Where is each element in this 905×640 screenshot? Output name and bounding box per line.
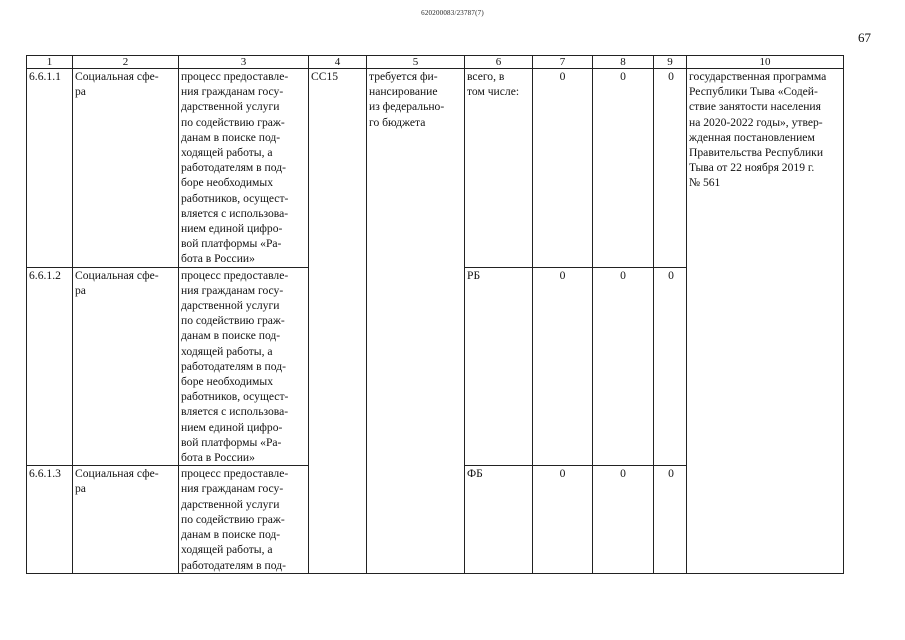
column-number: 6 — [465, 56, 533, 69]
process-cell: процесс предоставле- ния гражданам госу- дарственной услуги по содействию граж- данам в поиске под- ходящей работы, а работодателям в под- боре необходимых работников, осущест- вляется с использова- нием единой цифро- вой платформы «Ра- бота в России» — [179, 267, 309, 466]
column-number: 3 — [179, 56, 309, 69]
row-id: 6.6.1.1 — [27, 69, 73, 268]
funding-source-cell: всего, в том числе: — [465, 69, 533, 268]
value-cell: 0 — [533, 69, 593, 268]
value-cell: 0 — [654, 267, 687, 466]
sphere-cell: Социальная сфе- ра — [73, 267, 179, 466]
value-cell: 0 — [593, 267, 654, 466]
value-cell: 0 — [533, 466, 593, 573]
column-number: 4 — [309, 56, 367, 69]
program-reference-cell: государственная программа Республики Тыва «Содей- ствие занятости населения на 2020-2022 годы», утвер- жденная постановлением Правительства Республики Тыва от 22 ноября 2019 г. № 561 — [687, 69, 844, 574]
table-row — [27, 69, 844, 268]
value-cell: 0 — [654, 466, 687, 573]
column-number: 9 — [654, 56, 687, 69]
page-number: 67 — [858, 30, 871, 45]
document-id: 620200083/23787(7) — [421, 9, 484, 17]
column-number: 2 — [73, 56, 179, 69]
process-cell: процесс предоставле- ния гражданам госу- дарственной услуги по содействию граж- данам в поиске под- ходящей работы, а работодателям в под- — [179, 466, 309, 573]
funding-source-cell: РБ — [465, 267, 533, 466]
column-number: 7 — [533, 56, 593, 69]
value-cell: 0 — [593, 466, 654, 573]
sphere-cell: Социальная сфе- ра — [73, 69, 179, 268]
row-id: 6.6.1.3 — [27, 466, 73, 573]
process-cell: процесс предоставле- ния гражданам госу- дарственной услуги по содействию граж- данам в поиске под- ходящей работы, а работодателям в под- боре необходимых работников, осущест- вляется с использова- нием единой цифро- вой платформы «Ра- бота в России» — [179, 69, 309, 268]
program-table — [26, 55, 844, 574]
funding-source-cell: ФБ — [465, 466, 533, 573]
column-number: 5 — [367, 56, 465, 69]
value-cell: 0 — [654, 69, 687, 268]
column-number: 10 — [687, 56, 844, 69]
financing-note-cell: требуется фи- нансирование из федерально- го бюджета — [367, 69, 465, 574]
code-cell: СС15 — [309, 69, 367, 574]
column-number: 1 — [27, 56, 73, 69]
sphere-cell: Социальная сфе- ра — [73, 466, 179, 573]
value-cell: 0 — [593, 69, 654, 268]
column-number-row — [27, 56, 844, 69]
row-id: 6.6.1.2 — [27, 267, 73, 466]
value-cell: 0 — [533, 267, 593, 466]
column-number: 8 — [593, 56, 654, 69]
